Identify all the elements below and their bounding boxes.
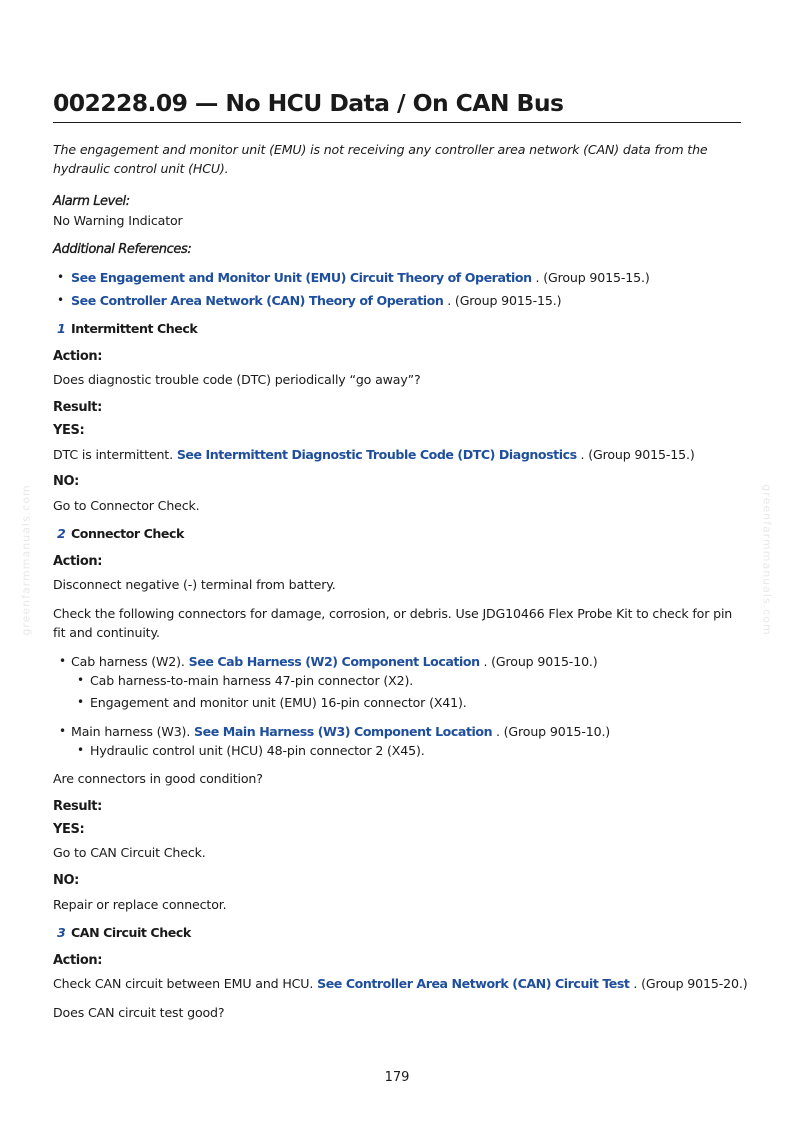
bullet-icon: • <box>57 270 65 284</box>
main-harness-prefix: Main harness (W3). <box>71 724 195 739</box>
reference-suffix: . (Group 9015-15.) <box>531 270 650 285</box>
step1-no-text: Go to Connector Check. <box>53 498 200 513</box>
step1-yes-prefix: DTC is intermittent. <box>53 447 177 462</box>
action-label: Action: <box>53 349 103 364</box>
reference-item <box>71 268 650 287</box>
step2-action-2: Check the following connectors for damage, corrosion, or debris. Use JDG10466 Flex Probe Kit to check for pin fit and continuity. <box>53 606 733 640</box>
cab-sub-item: Cab harness-to-main harness 47-pin connector (X2). <box>90 673 414 688</box>
cab-harness-link[interactable]: See Cab Harness (W2) Component Location <box>188 654 480 669</box>
action-label: Action: <box>53 953 103 968</box>
step-number: 2 <box>57 526 66 541</box>
page-number: 179 <box>384 1070 410 1085</box>
step-heading-3 <box>57 923 191 942</box>
step-heading-1 <box>57 319 197 338</box>
step3-action-prefix: Check CAN circuit between EMU and HCU. <box>53 976 318 991</box>
main-harness-link[interactable]: See Main Harness (W3) Component Location <box>194 724 493 739</box>
step-number: 3 <box>57 925 66 940</box>
step1-question: Does diagnostic trouble code (DTC) periodically “go away”? <box>53 372 421 387</box>
additional-references-label: Additional References: <box>53 242 192 257</box>
bullet-icon: • <box>77 673 85 687</box>
bullet-icon: • <box>59 724 67 738</box>
cab-sub-item: Engagement and monitor unit (EMU) 16-pin connector (X41). <box>90 695 467 710</box>
result-label: Result: <box>53 799 102 814</box>
yes-label: YES: <box>53 822 85 837</box>
main-harness-suffix: . (Group 9015-10.) <box>492 724 611 739</box>
step3-action-suffix: . (Group 9015-20.) <box>629 976 748 991</box>
bullet-icon: • <box>59 654 67 668</box>
action-label: Action: <box>53 554 103 569</box>
intermittent-dtc-link[interactable]: See Intermittent Diagnostic Trouble Code (DTC) Diagnostics <box>176 447 577 462</box>
cab-harness-suffix: . (Group 9015-10.) <box>479 654 598 669</box>
step-title: Intermittent Check <box>71 321 198 336</box>
no-label: NO: <box>53 474 79 489</box>
page-title: 002228.09 — No HCU Data / On CAN Bus <box>53 89 564 117</box>
main-sub-item: Hydraulic control unit (HCU) 48-pin connector 2 (X45). <box>90 743 425 758</box>
cab-harness-item <box>71 652 598 671</box>
yes-label: YES: <box>53 423 85 438</box>
reference-link-can-theory[interactable]: See Controller Area Network (CAN) Theory of Operation <box>71 293 444 308</box>
step-heading-2 <box>57 524 184 543</box>
step1-yes-suffix: . (Group 9015-15.) <box>576 447 695 462</box>
alarm-level-label: Alarm Level: <box>53 194 130 209</box>
watermark-right: greenfarmmanuals.com <box>760 484 774 636</box>
cab-harness-prefix: Cab harness (W2). <box>71 654 189 669</box>
no-label: NO: <box>53 873 79 888</box>
step3-question: Does CAN circuit test good? <box>53 1005 225 1020</box>
bullet-icon: • <box>57 293 65 307</box>
bullet-icon: • <box>77 743 85 757</box>
step-number: 1 <box>57 321 66 336</box>
step2-question: Are connectors in good condition? <box>53 771 263 786</box>
watermark-left: greenfarmmanuals.com <box>19 484 33 636</box>
intro-text: The engagement and monitor unit (EMU) is not receiving any controller area network (CAN) data from the hydraulic control unit (HCU). <box>53 142 708 176</box>
can-circuit-test-link[interactable]: See Controller Area Network (CAN) Circuit Test <box>317 976 630 991</box>
step2-action-1: Disconnect negative (-) terminal from battery. <box>53 577 336 592</box>
step2-yes-text: Go to CAN Circuit Check. <box>53 845 206 860</box>
step-title: CAN Circuit Check <box>71 925 191 940</box>
step3-action <box>53 974 747 993</box>
result-label: Result: <box>53 400 102 415</box>
main-harness-item <box>71 722 610 741</box>
bullet-icon: • <box>77 695 85 709</box>
reference-link-emu-theory[interactable]: See Engagement and Monitor Unit (EMU) Circuit Theory of Operation <box>71 270 532 285</box>
title-rule <box>53 122 741 123</box>
reference-suffix: . (Group 9015-15.) <box>443 293 562 308</box>
step1-yes-text <box>53 445 695 464</box>
step-title: Connector Check <box>71 526 184 541</box>
reference-item <box>71 291 561 310</box>
step2-no-text: Repair or replace connector. <box>53 897 227 912</box>
alarm-level-value: No Warning Indicator <box>53 213 183 228</box>
